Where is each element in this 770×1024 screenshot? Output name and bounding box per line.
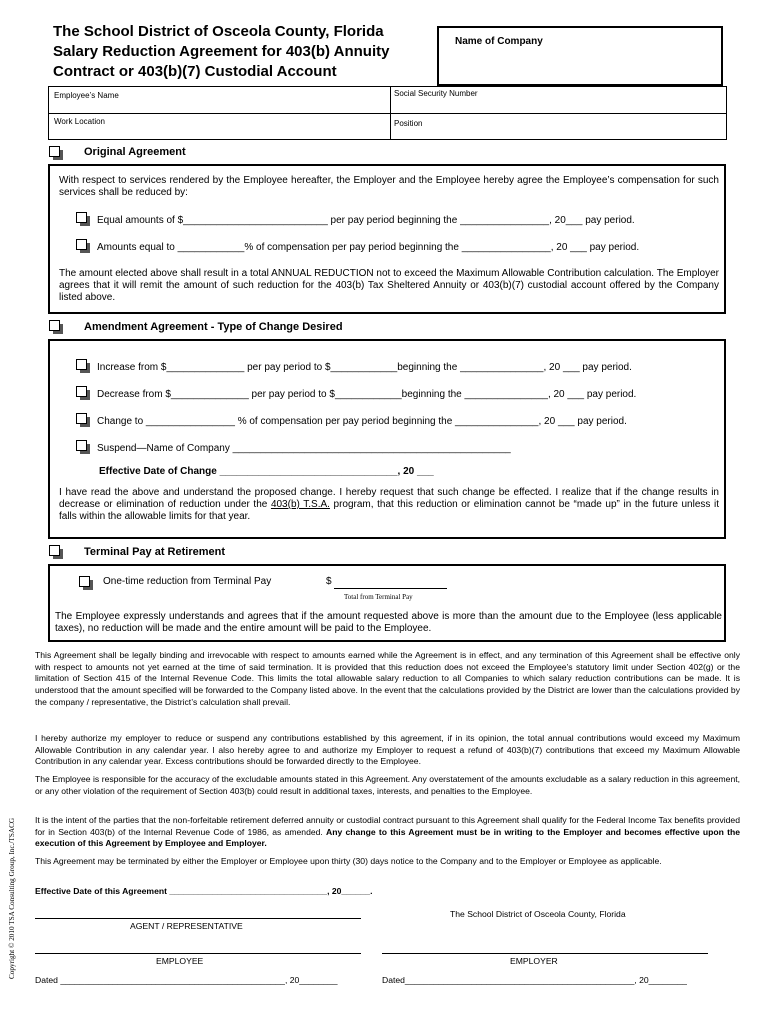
- title-line-3: Contract or 403(b)(7) Custodial Account: [53, 63, 337, 80]
- employer-label: EMPLOYER: [510, 956, 558, 966]
- amendment-note-part1: I have read the above and understand the proposed change. I hereby request that such change be effected. I realize that if the change results in decrease or elimination of reduction under the: [59, 487, 719, 510]
- amounts-equal-checkbox[interactable]: [76, 239, 92, 255]
- copyright-notice: Copyright © 2010 TSA Consulting Group, Inc./TSACG: [8, 817, 16, 979]
- amendment-note-part2: program, that this reduction or elimination cannot be “made up” in the future unless it falls within the allowable limits for that year.: [59, 499, 719, 522]
- equal-amounts-option: Equal amounts of $__________________________ per pay period beginning the ________________, 20___ pay period.: [97, 215, 635, 226]
- change-effective-date: Effective Date of Change ________________________________, 20 ___: [99, 466, 434, 477]
- company-name-label: Name of Company: [455, 36, 543, 47]
- title-line-2: Salary Reduction Agreement for 403(b) Annuity: [53, 43, 390, 60]
- tsa-program-link: 403(b) T.S.A.: [270, 499, 330, 510]
- terminal-reduction-checkbox[interactable]: [79, 576, 95, 592]
- decrease-checkbox[interactable]: [76, 386, 92, 402]
- employee-label: EMPLOYEE: [156, 956, 204, 966]
- title-line-1: The School District of Osceola County, Florida: [53, 23, 384, 40]
- original-intro-text: With respect to services rendered by the Employee hereafter, the Employer and the Employee hereby agree the Employee’s compensation for such services shall be reduced by:: [59, 175, 719, 198]
- grid-divider: [49, 113, 726, 114]
- employee-dated-field[interactable]: Dated _______________________________________________, 20________: [35, 975, 338, 985]
- employer-dated-field[interactable]: Dated________________________________________________, 20________: [382, 975, 687, 985]
- employee-name-field[interactable]: Employee’s Name: [54, 91, 119, 100]
- terminal-pay-checkbox[interactable]: [49, 545, 65, 561]
- original-agreement-checkbox[interactable]: [49, 146, 65, 162]
- district-name: The School District of Osceola County, Florida: [450, 909, 626, 919]
- equal-amounts-checkbox[interactable]: [76, 212, 92, 228]
- increase-option: Increase from $______________ per pay period to $____________beginning the _______________, 20 ___ pay period.: [97, 362, 632, 373]
- terminal-pay-heading: Terminal Pay at Retirement: [84, 546, 226, 558]
- position-field[interactable]: Position: [394, 119, 423, 128]
- ssn-field[interactable]: Social Security Number: [394, 89, 478, 98]
- amendment-checkbox[interactable]: [49, 320, 65, 336]
- company-name-field[interactable]: [437, 26, 723, 86]
- suspend-option: Suspend—Name of Company __________________________________________________: [97, 443, 511, 454]
- employer-signature-line[interactable]: [382, 953, 708, 954]
- intent-paragraph: [35, 815, 740, 850]
- amendment-note-text: [59, 487, 719, 523]
- change-checkbox[interactable]: [76, 413, 92, 429]
- increase-checkbox[interactable]: [76, 359, 92, 375]
- intent-text: It is the intent of the parties that the non-forfeitable retirement deferred annuity or custodial contract pursuant to this Agreement shall qualify for the Federal Income Tax benefits provided for in Section 403(b) of the Internal Revenue Code of 1986, as amended.: [35, 815, 740, 837]
- change-option: Change to ________________ % of compensation per pay period beginning the _______________, 20 ___ pay period.: [97, 416, 627, 427]
- terminal-reduction-option: One-time reduction from Terminal Pay: [103, 576, 272, 587]
- binding-paragraph: This Agreement shall be legally binding and irrevocable with respect to amounts earned while the Agreement is in effect, and any termination of this Agreement shall be effective only with respect to amounts not yet earned at the time of said termination. It is provided that this reduction does not exceed the Employee’s statutory limit under Section 402(g) or the limitation of Section 415 of the Internal Revenue Code. This limits the total allowable salary reduction to all Companies to which salary reduction contributions can be made. It is understood that the amount specified will be forwarded to the Company listed above. In the event that the calculations provided by the District are lower than the calculations provided by the company / representative, the District’s calculation shall prevail.: [35, 650, 740, 707]
- authorize-paragraph: I hereby authorize my employer to reduce or suspend any contributions established by this agreement, if in its opinion, the total annual contributions would exceed my Maximum Allowable Contribution in any calendar year. I also hereby agree to and authorize my Employer to request a refund of 403(b)(7) contributions that exceed my Maximum Allowable Contribution in any calendar year. Excess contributions should be forwarded directly to the Employee.: [35, 733, 740, 767]
- terminal-amount-line[interactable]: [334, 588, 447, 589]
- agent-label: AGENT / REPRESENTATIVE: [130, 921, 243, 931]
- amendment-heading: Amendment Agreement - Type of Change Desired: [84, 321, 343, 333]
- original-note-text: The amount elected above shall result in a total ANNUAL REDUCTION not to exceed the Maximum Allowable Contribution calculation. The Employer agrees that it will remit the amount of such reduction for the 403(b) Tax Sheltered Annuity or 403(b)(7) custodial account offered by the Company listed above.: [59, 268, 719, 303]
- original-agreement-heading: Original Agreement: [84, 146, 186, 158]
- responsibility-paragraph: The Employee is responsible for the accuracy of the excludable amounts stated in this Agreement. Any overstatement of the amounts excludable as a salary reduction in this agreement, or any other violation of the requirement of Section 403(b) could result in additional taxes, interests, and penalties to the Employee.: [35, 774, 740, 796]
- decrease-option: Decrease from $______________ per pay period to $____________beginning the _______________, 20 ___ pay period.: [97, 389, 637, 400]
- terminal-note-text: The Employee expressly understands and agrees that if the amount requested above is more than the amount due to the Employee (less applicable taxes), no reduction will be made and the entire amount will be paid to the Employee.: [55, 611, 722, 634]
- suspend-checkbox[interactable]: [76, 440, 92, 456]
- terminal-dollar-sign: $: [326, 576, 332, 587]
- terminal-total-label: Total from Terminal Pay: [344, 593, 413, 601]
- agreement-effective-date: Effective Date of this Agreement _________________________________, 20______.: [35, 886, 373, 896]
- intent-bold-text: Any change to this Agreement must be in writing to the Employer and becomes effective upon the execution of this Agreement by Employee and Employer.: [35, 826, 740, 849]
- termination-paragraph: This Agreement may be terminated by either the Employer or Employee upon thirty (30) days notice to the Company and to the Employer or Employee as applicable.: [35, 856, 662, 866]
- employee-info-grid: [48, 86, 727, 140]
- grid-divider: [390, 87, 391, 139]
- work-location-field[interactable]: Work Location: [54, 117, 105, 126]
- employee-signature-line[interactable]: [35, 953, 361, 954]
- amounts-equal-option: Amounts equal to ____________% of compensation per pay period beginning the ________________, 20 ___ pay period.: [97, 242, 640, 253]
- page-title: [53, 22, 423, 82]
- agent-signature-line[interactable]: [35, 918, 361, 919]
